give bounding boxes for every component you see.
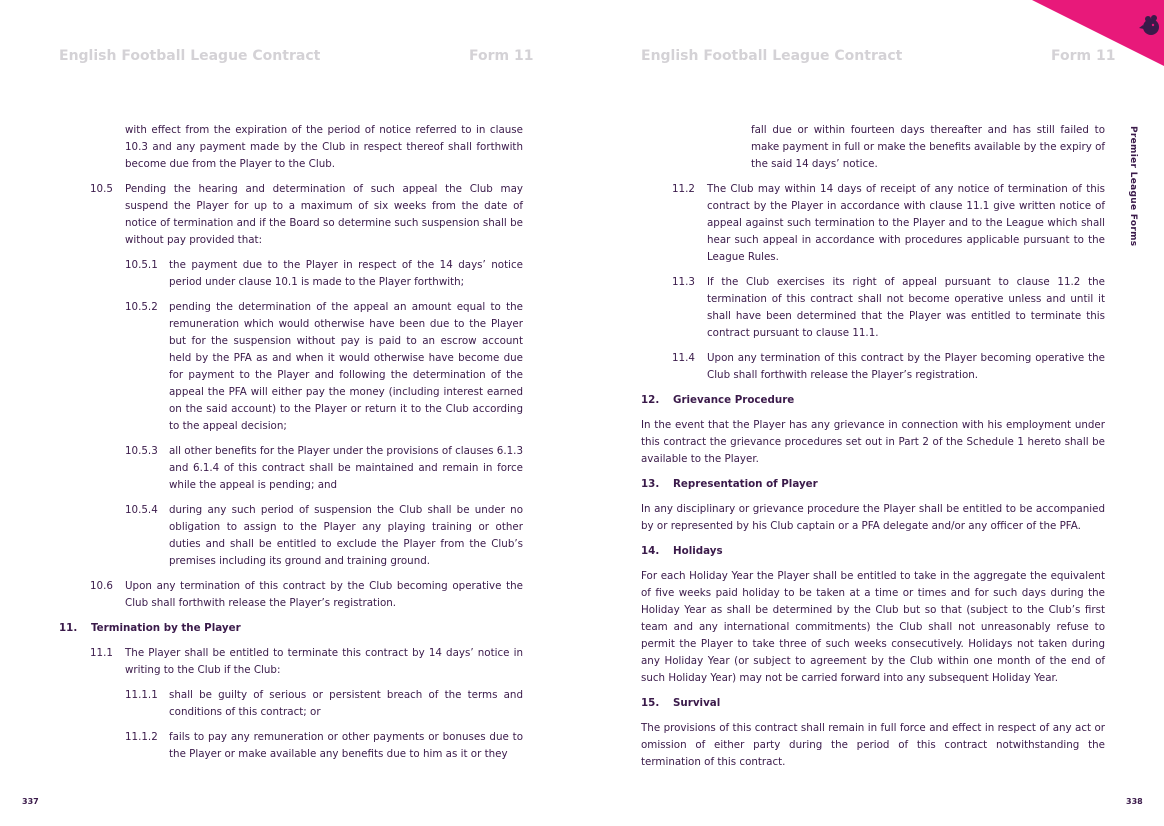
- clause-text: fails to pay any remuneration or other payments or bonuses due to the Player or make available any benefits due to him as it or they: [169, 731, 523, 760]
- clause-text: If the Club exercises its right of appeal pursuant to clause 11.2 the termination of this contract shall not become operative unless and until it shall have been determined that the Player was entitled to terminate this contract pursuant to clause 11.1.: [707, 276, 1105, 339]
- clause-number: 11.1.1: [125, 689, 158, 701]
- clause-11-1-2: [125, 729, 523, 763]
- clause-text: Upon any termination of this contract by the Player becoming operative the Club shall forthwith release the Player’s registration.: [707, 352, 1105, 381]
- clause-number: 11.1.2: [125, 731, 158, 743]
- clause-number: 11.3: [672, 276, 695, 288]
- clause-10-5-2: [125, 299, 523, 435]
- right-page-body: [641, 122, 1105, 779]
- section-13-heading: [641, 476, 1105, 493]
- clause-number: 10.5.2: [125, 301, 158, 313]
- clause-text: the payment due to the Player in respect of the 14 days’ notice period under clause 10.1 is made to the Player forthwith;: [169, 259, 523, 288]
- left-header-form: Form 11: [469, 48, 534, 64]
- clause-11-1: [90, 645, 523, 679]
- section-title: Termination by the Player: [91, 622, 241, 634]
- clause-10-5-3: [125, 443, 523, 494]
- section-number: 14.: [641, 545, 660, 557]
- clause-11-4: [672, 350, 1105, 384]
- left-page-number: 337: [22, 797, 39, 806]
- section-13-text: In any disciplinary or grievance procedure the Player shall be entitled to be accompanied by or represented by his Club captain or a PFA delegate and/or any officer of the PFA.: [641, 503, 1105, 532]
- section-14-heading: [641, 543, 1105, 560]
- clause-number: 11.1: [90, 647, 113, 659]
- clause-number: 11.2: [672, 183, 695, 195]
- section-15-text: The provisions of this contract shall remain in full force and effect in respect of any act or omission of either party during the period of this contract notwithstanding the termination of this contract.: [641, 722, 1105, 768]
- clause-10-5-4: [125, 502, 523, 570]
- clause-text: Upon any termination of this contract by the Club becoming operative the Club shall forthwith release the Player’s registration.: [125, 580, 523, 609]
- clause-number: 10.5: [90, 183, 113, 195]
- section-number: 13.: [641, 478, 660, 490]
- clause-text: pending the determination of the appeal an amount equal to the remuneration which would otherwise have been due to the Player but for the suspension without pay is paid to an escrow account held by the PFA as and when it would otherwise have become due for payment to the Player and following the determination of the appeal the PFA will either pay the money (including interest earned on the said account) to the Player or return it to the Club according to the appeal decision;: [169, 301, 523, 432]
- right-page-number: 338: [1126, 797, 1143, 806]
- clause-10-5-1: [125, 257, 523, 291]
- clause-11-1-1: [125, 687, 523, 721]
- clause-text: all other benefits for the Player under the provisions of clauses 6.1.3 and 6.1.4 of this contract shall be maintained and remain in force while the appeal is pending; and: [169, 445, 524, 491]
- clause-number: 11.4: [672, 352, 695, 364]
- clause-number: 10.5.3: [125, 445, 158, 457]
- section-number: 12.: [641, 394, 660, 406]
- section-number: 11.: [59, 622, 78, 634]
- clause-11-2: [672, 181, 1105, 266]
- clause-text: The Player shall be entitled to terminate this contract by 14 days’ notice in writing to the Club if the Club:: [125, 647, 523, 676]
- section-title: Grievance Procedure: [673, 394, 795, 406]
- clause-number: 10.5.4: [125, 504, 158, 516]
- section-12-heading: [641, 392, 1105, 409]
- left-intro: with effect from the expiration of the period of notice referred to in clause 10.3 and any payment made by the Club in respect thereof shall forthwith become due from the Player to the Club.: [125, 124, 523, 170]
- right-header-form: Form 11: [1051, 48, 1116, 64]
- section-title: Survival: [673, 697, 721, 709]
- section-title: Representation of Player: [673, 478, 818, 490]
- left-page-body: [59, 122, 523, 771]
- section-14-text: For each Holiday Year the Player shall be entitled to take in the aggregate the equivalent of five weeks paid holiday to be taken at a time or times and for such days during the Holiday Year as shall be determined by the Club but so that (subject to the Club’s first team and any international commitments) the Club shall not unreasonably refuse to permit the Player to take three of such weeks consecutively. Holidays not taken during any Holiday Year (or subject to agreement by the Club within one month of the end of such Holiday Year) may not be carried forward into any subsequent Holiday Year.: [641, 570, 1105, 684]
- section-title: Holidays: [673, 545, 723, 557]
- clause-text: shall be guilty of serious or persistent breach of the terms and conditions of this contract; or: [169, 689, 523, 718]
- right-intro: fall due or within fourteen days thereafter and has still failed to make payment in full or make the benefits available by the expiry of the said 14 days’ notice.: [751, 124, 1105, 170]
- clause-number: 10.6: [90, 580, 113, 592]
- clause-10-5: [90, 181, 523, 249]
- section-12-text: In the event that the Player has any grievance in connection with his employment under this contract the grievance procedures set out in Part 2 of the Schedule 1 hereto shall be available to the Player.: [641, 419, 1105, 465]
- section-11-heading: [59, 620, 523, 637]
- side-label: Premier League Forms: [1128, 126, 1138, 247]
- clause-number: 10.5.1: [125, 259, 158, 271]
- right-header-title: English Football League Contract: [641, 48, 903, 64]
- clause-text: Pending the hearing and determination of such appeal the Club may suspend the Player for up to a maximum of six weeks from the date of notice of termination and if the Board so determine such suspension shall be without pay provided that:: [125, 183, 523, 246]
- clause-text: The Club may within 14 days of receipt of any notice of termination of this contract by the Player in accordance with clause 11.1 give written notice of appeal against such termination to the Player and to the League which shall hear such appeal in accordance with procedures applicable pursuant to the League Rules.: [707, 183, 1105, 263]
- section-15-heading: [641, 695, 1105, 712]
- left-header-title: English Football League Contract: [59, 48, 321, 64]
- clause-10-6: [90, 578, 523, 612]
- clause-text: during any such period of suspension the Club shall be under no obligation to assign to the Player any playing training or other duties and shall be entitled to exclude the Player from the Club’s premises including its ground and training ground.: [169, 504, 523, 567]
- section-number: 15.: [641, 697, 660, 709]
- clause-11-3: [672, 274, 1105, 342]
